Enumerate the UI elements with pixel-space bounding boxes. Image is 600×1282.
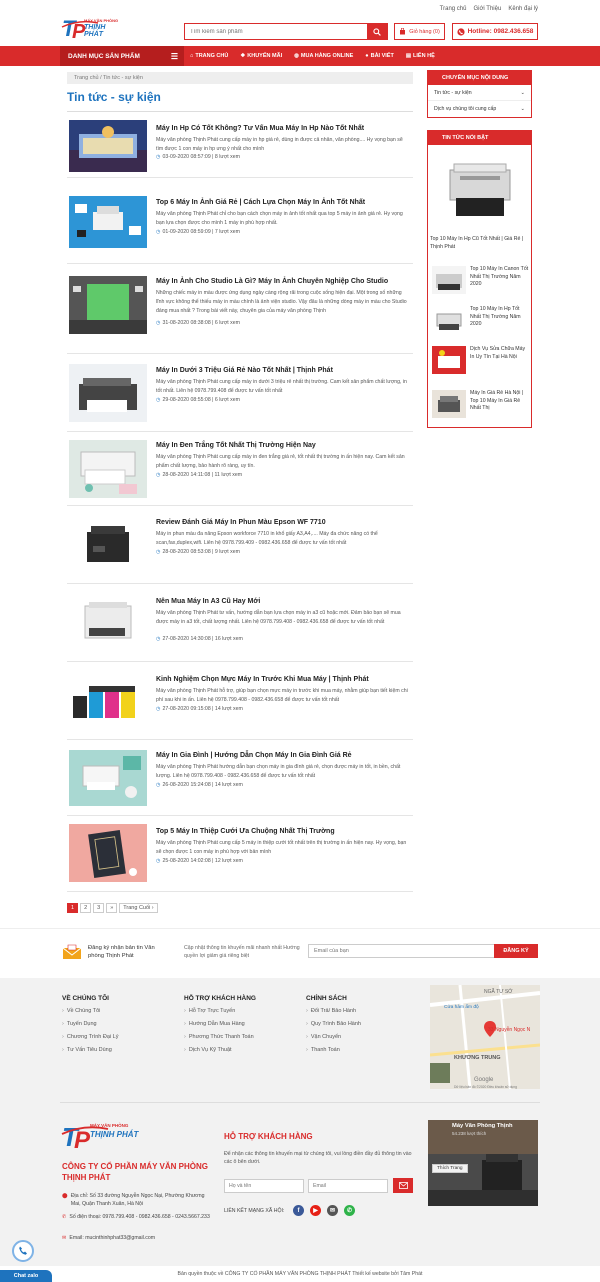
page-2-button[interactable]: 2	[80, 903, 91, 913]
post-meta-text: 29-08-2020 08:55:08 | 6 lượt xem	[162, 397, 240, 403]
post-thumbnail[interactable]	[69, 516, 147, 574]
footer-link[interactable]: › Đổi Trả/ Bảo Hành	[306, 1008, 361, 1014]
clock-icon: ◷	[156, 397, 161, 403]
last-page-button[interactable]: Trang Cuối ›	[119, 903, 157, 913]
footer-divider	[60, 1102, 540, 1103]
page-1-button[interactable]: 1	[67, 903, 78, 913]
company-address	[62, 1192, 212, 1208]
clock-icon: ◷	[156, 706, 161, 712]
chat-zalo-button[interactable]: Chat zalo	[0, 1270, 52, 1282]
map-label-district: NGÃ TƯ SỞ	[484, 989, 513, 995]
search-bar	[184, 23, 388, 40]
search-button[interactable]	[367, 24, 387, 39]
post-meta-text: 01-09-2020 08:59:09 | 7 lượt xem	[162, 229, 240, 235]
featured-title: Top 10 Máy In Canon Tốt Nhất Thị Trường Năm 2020	[470, 266, 529, 287]
chevron-down-icon: ⌄	[520, 89, 525, 96]
post-thumbnail[interactable]	[69, 364, 147, 422]
post-desc: Những chiếc máy in màu được ứng dụng ngày càng rộng rãi trong cuộc sống hiện đại. Một trong số những lĩnh vực không thể thiếu máy in màu chính là ảnh viện studio. Vậy đâu là những dòng máy in màu cho Studio đáng mua nhất ? Trong bài viết này, chuyên gia của máy văn phòng Thịnh	[156, 290, 407, 314]
svg-text:T: T	[62, 16, 76, 40]
support-email-input[interactable]	[308, 1179, 388, 1193]
featured-title: Dịch Vụ Sửa Chữa Máy In Uy Tín Tại Hà Nội	[470, 346, 526, 360]
envelope-icon	[62, 944, 82, 960]
newsletter-text: Cập nhật thông tin khuyến mãi nhanh nhất Hướng quyền lợi giảm giá riêng biệt	[184, 945, 300, 959]
clock-icon: ◷	[156, 549, 161, 555]
phone-icon	[17, 1245, 29, 1257]
nav-articles-label: BÀI VIẾT	[370, 53, 394, 59]
support-text: Để nhận các thông tin khuyến mại từ chúng tôi, vui lòng điền đầy đủ thông tin vào các ô bên dưới.	[224, 1151, 412, 1165]
post-title[interactable]: Review Đánh Giá Máy In Phun Màu Epson WF 7710	[156, 519, 326, 526]
floating-call-button[interactable]	[12, 1240, 34, 1262]
svg-text:P: P	[72, 21, 86, 40]
fb-like-button[interactable]: Thích Trang	[432, 1164, 468, 1173]
top-links	[440, 6, 538, 12]
post-meta-text: 27-08-2020 14:30:08 | 16 lượt xem	[162, 636, 243, 642]
post-meta	[156, 320, 240, 326]
phone-social-icon[interactable]: ✆	[344, 1205, 355, 1216]
clock-icon: ◷	[156, 472, 161, 478]
company-address-text: Địa chỉ: Số 33 đường Nguyễn Ngọc Nại, Phường Khương Mai, Quận Thanh Xuân, Hà Nội	[70, 1193, 205, 1207]
post-thumbnail[interactable]	[69, 440, 147, 498]
main-navbar	[0, 46, 600, 66]
post-desc: Máy in phun màu đa năng Epson workforce 7710 in khổ giấy A3,A4,.... Máy đa chức năng có thể scan,fax,duplex,wifi. Liên hệ 0978.799.409 - 0982.436.658 để được tư vấn tốt nhất	[156, 531, 378, 546]
post-thumbnail[interactable]	[69, 592, 147, 650]
document-icon: ▤	[405, 53, 412, 59]
hamburger-icon: ☰	[170, 51, 178, 61]
post-meta-text: 28-08-2020 14:11:08 | 11 lượt xem	[162, 472, 243, 478]
featured-item[interactable]	[432, 390, 529, 418]
chevron-down-icon: ⌄	[520, 106, 525, 112]
nav-contact[interactable]	[406, 53, 435, 59]
post-meta	[156, 858, 243, 864]
post-title[interactable]: Nên Mua Máy In A3 Cũ Hay Mới	[156, 598, 261, 605]
post-desc: Máy văn phòng Thịnh Phát hướng dẫn bạn chọn máy in gia đình giá rẻ, chọn được máy in tốt, in bền, chất lượng. Liên hệ 0978.799.408 - 0982.436.658 để được tư vấn tốt nhất	[156, 764, 401, 779]
svg-text:T: T	[62, 1122, 78, 1150]
post-title[interactable]: Top 6 Máy In Ảnh Giá Rẻ | Cách Lựa Chọn Máy In Ảnh Tốt Nhất	[156, 199, 366, 206]
map-label-pin: 33 Nguyễn Ngọc N	[488, 1027, 531, 1033]
post-desc: Máy văn phòng Thịnh Phát hỗ trợ, giúp bạn chọn mực máy in trước khi mua máy, nhằm giúp bạn tiết kiệm chi phí sau khi in ấn. Liên hệ 0978.799.408 - 0982.436.658 để được tư vấn tốt nhất	[156, 688, 408, 703]
list-item	[67, 354, 413, 432]
post-title[interactable]: Top 5 Máy In Thiệp Cưới Ưa Chuộng Nhất Thị Trường	[156, 828, 335, 835]
post-title[interactable]: Máy In Dưới 3 Triệu Giá Rẻ Nào Tốt Nhất | Thịnh Phát	[156, 367, 333, 374]
footer-link[interactable]: › Tuyển Dụng	[62, 1021, 118, 1027]
sidebar-item-label: Tin tức - sự kiện	[434, 89, 472, 96]
nav-promotions-label: KHUYẾN MÃI	[247, 53, 283, 59]
post-meta	[156, 154, 240, 160]
gift-icon: ❖	[240, 53, 246, 59]
search-icon	[373, 28, 381, 36]
phone-icon	[457, 28, 465, 36]
featured-thumb	[432, 390, 466, 418]
list-item	[67, 432, 413, 506]
company-phone	[62, 1213, 212, 1221]
post-desc: Máy văn phòng Thịnh Phát cung cấp máy in hp giá rẻ, dùng in được cả nhân, văn phòng.... Hy vọng bạn sẽ tìm được 1 con máy in hp ưng ý nhất cho mình	[156, 137, 403, 152]
category-menu-button[interactable]	[60, 46, 184, 66]
post-meta-text: 03-09-2020 08:57:09 | 8 lượt xem	[162, 154, 240, 160]
list-item	[67, 740, 413, 816]
hotline-button[interactable]	[452, 23, 538, 40]
nav-home-label: TRANG CHỦ	[195, 53, 229, 59]
post-meta-text: 28-08-2020 08:53:08 | 9 lượt xem	[162, 549, 240, 555]
footer-link[interactable]: › Chương Trình Đại Lý	[62, 1034, 118, 1040]
list-item	[67, 178, 413, 264]
list-item	[67, 506, 413, 584]
post-meta-text: 31-08-2020 08:38:08 | 6 lượt xem	[162, 320, 240, 326]
featured-title: Top 10 Máy In Hp Tốt Nhất Thị Trường Năm 2020	[470, 306, 521, 327]
footer-link[interactable]: › Hỗ Trợ Trực Tuyến	[184, 1008, 256, 1014]
list-item	[67, 662, 413, 740]
company-email	[62, 1234, 212, 1242]
sidebar-categories	[427, 70, 532, 118]
list-item	[67, 264, 413, 354]
envelope-icon	[399, 1182, 408, 1189]
facebook-page-widget[interactable]	[428, 1120, 538, 1206]
footer-link[interactable]: › Vận Chuyển	[306, 1034, 361, 1040]
post-desc: Máy văn phòng Thịnh Phát tư vấn, hướng dẫn bạn lựa chọn máy in a3 cũ hoặc mới. Đảm bảo bạn sẽ mua được máy in a3 tốt, chất lượng nhất. Liên hệ 0978.799.408 - 0982.436.658 để được tư vấn tốt nhất	[156, 610, 401, 625]
featured-item[interactable]	[432, 346, 529, 374]
footer-col-about	[62, 995, 118, 1060]
search-input[interactable]	[185, 24, 367, 39]
map-label-place: Cửa hàm ẩm độ	[444, 1005, 479, 1010]
category-menu-label: DANH MỤC SẢN PHẨM	[68, 52, 140, 60]
newsletter-title: Đăng ký nhận bản tin Văn phòng Thịnh Phát	[88, 945, 155, 959]
post-thumbnail[interactable]	[69, 120, 147, 172]
clock-icon: ◷	[156, 229, 161, 235]
post-title[interactable]: Máy In Hp Có Tốt Không? Tư Vấn Mua Máy In Hp Nào Tốt Nhất	[156, 125, 365, 132]
sidebar-item-label: Dịch vụ chúng tôi cung cấp	[434, 106, 497, 112]
footer-link[interactable]: › Phương Thức Thanh Toán	[184, 1034, 256, 1040]
logo-small-text: MÁY VĂN PHÒNG	[84, 18, 119, 23]
list-item	[67, 584, 413, 662]
sidebar-categories-heading: CHUYÊN MỤC NỘI DUNG	[428, 71, 531, 85]
breadcrumb[interactable]: Trang chủ / Tin tức - sự kiện	[67, 72, 413, 84]
post-title[interactable]: Máy In Ảnh Cho Studio Là Gì? Máy In Ảnh Chuyên Nghiệp Cho Studio	[156, 278, 389, 285]
post-title[interactable]: Kinh Nghiệm Chọn Mực Máy In Trước Khi Mua Máy | Thịnh Phát	[156, 676, 369, 683]
company-name: CÔNG TY CỔ PHẦN MÁY VĂN PHÒNG THỊNH PHÁT	[62, 1162, 208, 1182]
nav-articles[interactable]	[365, 53, 394, 59]
footer-link[interactable]: › Thanh Toán	[306, 1047, 361, 1053]
list-item	[67, 112, 413, 178]
featured-thumb	[432, 346, 466, 374]
location-icon: ⬤	[62, 1193, 68, 1199]
post-thumbnail[interactable]	[69, 824, 147, 882]
clock-icon: ◷	[156, 782, 161, 788]
sidebar-item-services[interactable]	[428, 101, 531, 117]
footer-col-heading: CHÍNH SÁCH	[306, 995, 347, 1002]
cart-button[interactable]	[394, 23, 445, 40]
post-meta-text: 27-08-2020 09:15:08 | 14 lượt xem	[162, 706, 243, 712]
svg-text:P: P	[74, 1127, 91, 1150]
top-link-home[interactable]: Trang chủ	[439, 6, 467, 12]
nav-contact-label: LIÊN HỆ	[413, 53, 435, 59]
social-label: LIÊN KẾT MẠNG XÃ HỘI:	[224, 1208, 285, 1214]
featured-item[interactable]	[432, 306, 529, 334]
post-title[interactable]: Máy In Gia Đình | Hướng Dẫn Chọn Máy In Gia Đình Giá Rẻ	[156, 752, 352, 759]
featured-item[interactable]	[432, 266, 529, 294]
company-phone-text: Số điện thoại: 0978.799.408 - 0982.436.658 - 0243.5667.233	[69, 1214, 210, 1220]
featured-title: Máy In Giá Rẻ Hà Nội | Top 10 Máy In Giá Rẻ Nhất Thị	[470, 390, 524, 411]
post-thumbnail[interactable]	[69, 276, 147, 334]
footer-col-heading: VỀ CHÚNG TÔI	[62, 995, 109, 1002]
footer-logo-big-text: THỊNH PHÁT	[90, 1130, 139, 1139]
newsletter-email-input[interactable]	[308, 944, 496, 958]
featured-main-title[interactable]: Top 10 Máy In Hp Cũ Tốt Nhất | Giá Rẻ | Thịnh Phát	[430, 236, 524, 250]
hotline-label: Hotline: 0982.436.658	[467, 28, 534, 35]
post-thumbnail[interactable]	[69, 196, 147, 248]
post-desc: Máy văn phòng Thịnh Phát chỉ cho bạn cách chọn máy in ảnh tốt nhất qua top 5 máy in ảnh giá rẻ. Hy vọng bạn lựa chọn được cho mình 1 máy in phù hợp nhất.	[156, 211, 403, 226]
list-item	[67, 816, 413, 892]
footer-col-policy	[306, 995, 361, 1060]
support-heading: HỖ TRỢ KHÁCH HÀNG	[224, 1132, 313, 1141]
post-meta	[156, 636, 243, 642]
map-label-area: KHƯƠNG TRUNG	[454, 1055, 501, 1061]
mail-social-icon[interactable]: ✉	[327, 1205, 338, 1216]
footer-logo	[60, 1118, 140, 1150]
footer-logo-small-text: MÁY VĂN PHÒNG	[90, 1123, 129, 1128]
sidebar-featured-heading: TIN TỨC NỔI BẬT	[428, 131, 531, 145]
post-desc: Máy văn phòng Thịnh Phát cung cấp máy in dưới 3 triệu rẻ nhất thị trường. Cam kết sản phẩm chất lượng, in tốt nhất. Liên hệ 0978.799.408 để được tư vấn tốt nhất	[156, 379, 407, 394]
nav-buy-online[interactable]	[294, 53, 353, 59]
post-title[interactable]: Máy In Đen Trắng Tốt Nhất Thị Trường Hiện Nay	[156, 442, 316, 449]
post-desc: Máy văn phòng Thịnh Phát cung cấp 5 máy in thiệp cưới tốt nhất trên thị trường in ấn hiện nay. Hy vọng, bạn sẽ chọn được 1 con máy in phù hợp với bản mình	[156, 840, 407, 855]
featured-thumb	[432, 266, 466, 294]
fb-page-name: Máy Văn Phòng Thịnh	[452, 1123, 513, 1129]
post-meta	[156, 549, 240, 555]
cart-icon	[399, 28, 406, 35]
post-meta	[156, 782, 243, 788]
clock-icon: ◷	[156, 154, 161, 160]
support-name-input[interactable]	[224, 1179, 304, 1193]
company-email-text: Email: mucinthinhphat33@gmail.com	[69, 1235, 156, 1241]
footer-link[interactable]: › Về Chúng Tôi	[62, 1008, 118, 1014]
pagination	[67, 903, 158, 913]
logo-big-text: THỊNH PHÁT	[84, 24, 106, 38]
newsletter-subscribe-button[interactable]: ĐĂNG KÝ	[494, 944, 538, 958]
post-desc: Máy văn phòng Thịnh Phát cung cấp máy in đen trắng giá rẻ, tốt nhất thị trường in ấn hiện nay. Cam kết sản phẩm chất lượng, bảo hành rõ ràng, uy tín.	[156, 454, 405, 469]
nav-buy-online-label: MUA HÀNG ONLINE	[300, 53, 354, 59]
post-meta	[156, 397, 240, 403]
footer-link[interactable]: › Hướng Dẫn Mua Hàng	[184, 1021, 256, 1027]
store-map[interactable]	[430, 985, 540, 1089]
page-title: Tin tức - sự kiện	[67, 90, 161, 104]
featured-thumb	[432, 306, 466, 334]
post-thumbnail[interactable]	[69, 750, 147, 806]
post-thumbnail[interactable]	[69, 674, 147, 732]
nav-items	[190, 46, 435, 66]
fb-likes: 54.238 lượt thích	[452, 1131, 487, 1136]
footer-link[interactable]: › Quy Trình Bảo Hành	[306, 1021, 361, 1027]
post-meta	[156, 229, 240, 235]
post-meta	[156, 472, 242, 478]
footer-col-heading: HỖ TRỢ KHÁCH HÀNG	[184, 995, 256, 1002]
featured-main-image[interactable]	[440, 152, 520, 228]
post-meta-text: 25-08-2020 14:02:08 | 12 lượt xem	[162, 858, 243, 864]
user-icon: ●	[365, 53, 369, 59]
post-meta-text: 26-08-2020 15:24:08 | 14 lượt xem	[162, 782, 243, 788]
clock-icon: ◷	[156, 636, 161, 642]
globe-icon: ◍	[294, 53, 299, 59]
sidebar-item-news[interactable]	[428, 85, 531, 101]
top-link-about[interactable]: Giới Thiệu	[473, 6, 502, 12]
clock-icon: ◷	[156, 858, 161, 864]
site-logo[interactable]	[60, 14, 120, 40]
clock-icon: ◷	[156, 320, 161, 326]
phone-icon: ✆	[62, 1214, 67, 1220]
next-page-button[interactable]: »	[106, 903, 117, 913]
nav-home[interactable]	[190, 53, 228, 59]
post-meta	[156, 706, 243, 712]
facebook-icon[interactable]: f	[293, 1205, 304, 1216]
footer-col-support	[184, 995, 256, 1060]
cart-label: Giỏ hàng (0)	[409, 28, 440, 35]
google-logo: Google	[474, 1077, 494, 1083]
footer-link[interactable]: › Tư Vấn Tiêu Dùng	[62, 1047, 118, 1053]
top-link-dealer[interactable]: Kênh đại lý	[508, 6, 538, 12]
map-meta: Dữ liệu bản đồ ©2020 Điều khoản sử dụng	[454, 1085, 517, 1089]
copyright: Bản quyền thuộc về CÔNG TY CỔ PHẦN MÁY VĂN PHÒNG THỊNH PHÁT Thiết kế website bởi Tâm Phát	[0, 1266, 600, 1282]
nav-promotions[interactable]	[240, 53, 282, 59]
home-icon: ⌂	[190, 53, 194, 59]
youtube-icon[interactable]: ▶	[310, 1205, 321, 1216]
mail-icon: ✉	[62, 1235, 67, 1241]
support-submit-button[interactable]	[393, 1178, 413, 1193]
footer-link[interactable]: › Dịch Vụ Kỹ Thuật	[184, 1047, 256, 1053]
page-3-button[interactable]: 3	[93, 903, 104, 913]
